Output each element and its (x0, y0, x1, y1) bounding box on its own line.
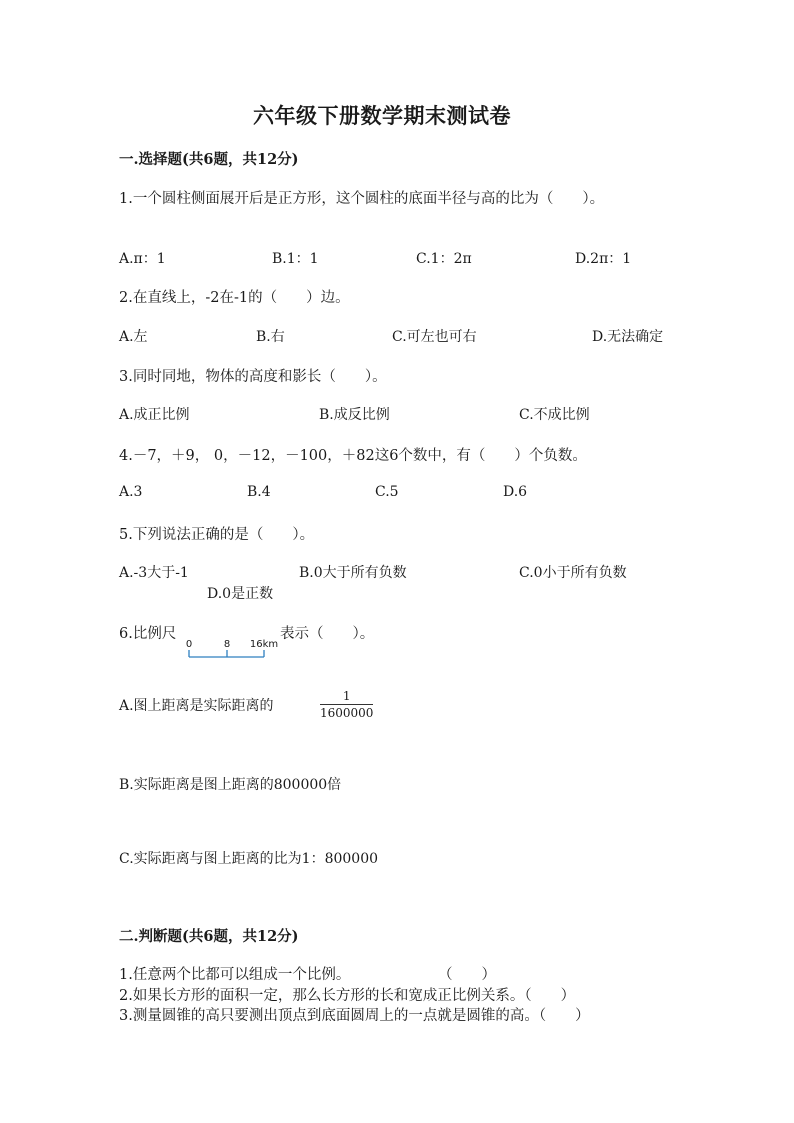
q3-option-a: A.成正比例 (119, 407, 190, 423)
judgement-1-paren: （ ） (438, 967, 496, 983)
q1-option-a: A.π：1 (119, 251, 166, 267)
judgement-2: 2.如果长方形的面积一定，那么长方形的长和宽成正比例关系。（ ） (119, 988, 576, 1004)
fraction-numerator: 1 (342, 689, 351, 703)
q5-option-a: A.-3大于-1 (119, 565, 189, 581)
scale-bar-diagram (180, 636, 280, 660)
q5-option-d: D.0是正数 (207, 586, 274, 602)
q5-option-c: C.0小于所有负数 (519, 565, 627, 581)
scale-label-0: 0 (185, 639, 193, 650)
scale-label-16km: 16km (249, 639, 279, 650)
page-title: 六年级下册数学期末测试卷 (253, 103, 511, 128)
q6-option-c: C.实际距离与图上距离的比为1：800000 (119, 851, 379, 867)
q3-option-c: C.不成比例 (519, 407, 590, 423)
question-6-prefix: 6.比例尺 (119, 626, 177, 642)
section-heading-choice: 一.选择题(共6题，共12分) (119, 151, 299, 168)
scale-label-8: 8 (223, 639, 231, 650)
q6-option-a: A.图上距离是实际距离的 (119, 698, 274, 714)
q1-option-c: C.1：2π (416, 251, 472, 267)
q4-option-b: B.4 (247, 484, 271, 500)
q2-option-a: A.左 (119, 329, 148, 345)
judgement-3: 3.测量圆锥的高只要测出顶点到底面圆周上的一点就是圆锥的高。（ ） (119, 1008, 590, 1024)
q2-option-c: C.可左也可右 (392, 329, 477, 345)
fraction-bar (320, 704, 373, 705)
question-3: 3.同时同地，物体的高度和影长（ ）。 (119, 369, 387, 385)
q4-option-c: C.5 (375, 484, 399, 500)
judgement-1: 1.任意两个比都可以组成一个比例。 (119, 967, 351, 983)
q3-option-b: B.成反比例 (319, 407, 390, 423)
question-5: 5.下列说法正确的是（ ）。 (119, 527, 315, 543)
q4-option-a: A.3 (119, 484, 143, 500)
q6-option-b: B.实际距离是图上距离的800000倍 (119, 777, 342, 793)
fraction-denominator: 1600000 (320, 706, 374, 720)
q2-option-b: B.右 (256, 329, 285, 345)
q1-option-b: B.1：1 (272, 251, 319, 267)
q4-option-d: D.6 (503, 484, 528, 500)
section-heading-judgement: 二.判断题(共6题，共12分) (119, 928, 299, 945)
question-4: 4.－7，＋9， 0，－12，－100，＋82这6个数中，有（ ）个负数。 (119, 448, 587, 464)
q6-option-a-fraction (320, 689, 373, 720)
q5-option-b: B.0大于所有负数 (299, 565, 407, 581)
question-1: 1.一个圆柱侧面展开后是正方形，这个圆柱的底面半径与高的比为（ ）。 (119, 191, 605, 207)
q2-option-d: D.无法确定 (592, 329, 664, 345)
question-2: 2.在直线上，-2在-1的（ ）边。 (119, 290, 350, 306)
question-6-suffix: 表示（ ）。 (280, 626, 375, 642)
q1-option-d: D.2π：1 (575, 251, 632, 267)
